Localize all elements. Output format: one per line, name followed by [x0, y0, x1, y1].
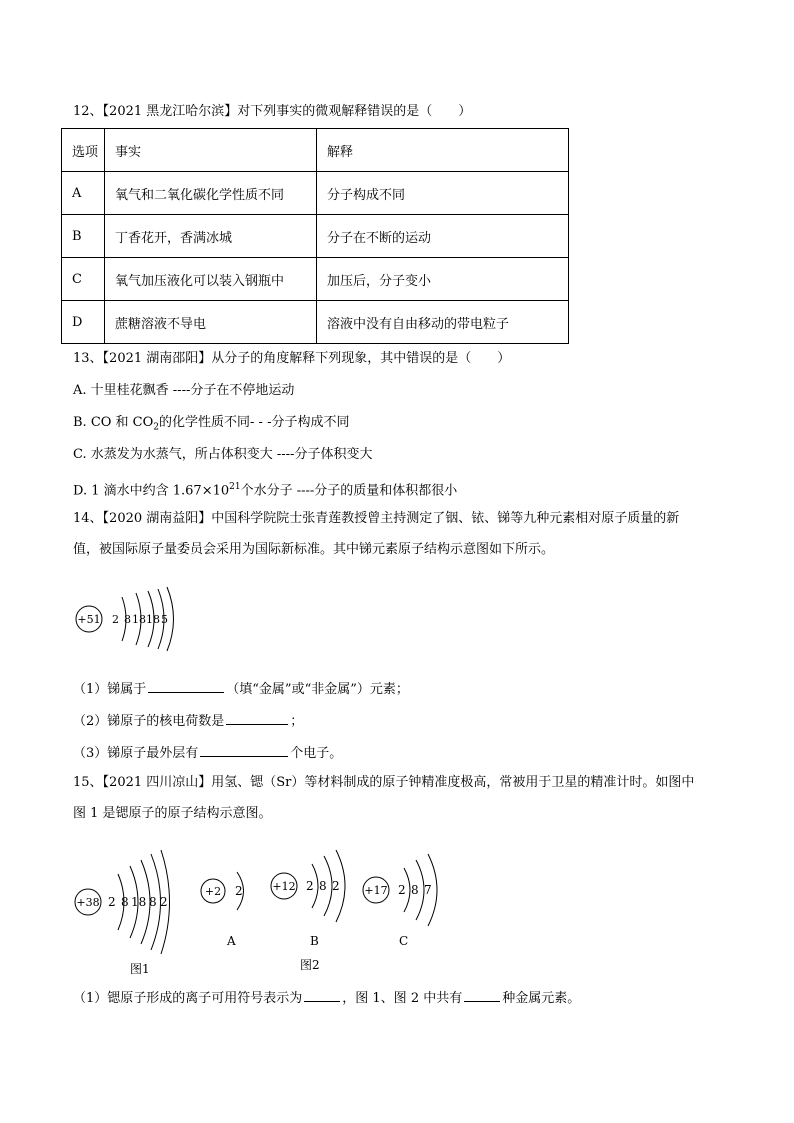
table-cell-explanation: 溶液中没有自由移动的带电粒子	[317, 301, 569, 344]
q14-stem-line2: 值，被国际原子量委员会采用为国际新标准。其中锑元素原子结构示意图如下所示。	[73, 542, 555, 557]
q15-sub1: （1）锶原子形成的离子可用符号表示为 ，图 1、图 2 中共有 种金属元素。	[73, 987, 580, 1008]
electron-count: 2	[332, 879, 340, 893]
nucleus-charge: +2	[204, 885, 222, 898]
figure-2-caption: 图2	[300, 958, 320, 972]
q13-stem: 13、【2021 湖南邵阳】从分子的角度解释下列现象，其中错误的是（ ）	[73, 351, 511, 366]
q15-stem-line2: 图 1 是锶原子的原子结构示意图。	[73, 806, 272, 821]
table-row	[62, 172, 569, 215]
table-cell-explanation: 加压后，分子变小	[317, 258, 569, 301]
nucleus-charge: +38	[76, 896, 100, 909]
answer-blank[interactable]	[148, 678, 224, 693]
electron-count: 8	[411, 883, 419, 897]
atom-a-label: A	[227, 934, 236, 948]
strontium-atom-diagram	[68, 846, 178, 956]
table-cell-fact: 氧气加压液化可以装入钢瓶中	[105, 258, 317, 301]
q12-table	[61, 128, 569, 344]
table-header: 解释	[317, 129, 569, 172]
nucleus-charge: +51	[77, 613, 101, 626]
q14-sub3: （3）锑原子最外层有 个电子。	[73, 742, 342, 763]
table-cell-fact: 丁香花开，香满冰城	[105, 215, 317, 258]
answer-blank[interactable]	[200, 742, 288, 757]
table-header: 事实	[105, 129, 317, 172]
electron-count: 2	[108, 895, 116, 909]
q13-option-d: D. 1 滴水中约含 $1.67\times 10^{21}$个水分子 ----分子的质量和体积都很小	[73, 482, 458, 499]
electron-count: 18	[131, 895, 147, 909]
atom-c-diagram	[360, 852, 450, 928]
answer-blank[interactable]	[304, 987, 340, 1002]
atom-b-label: B	[310, 934, 319, 948]
answer-blank[interactable]	[464, 987, 500, 1002]
table-cell-fact: 蔗糖溶液不导电	[105, 301, 317, 344]
atom-c-label: C	[399, 934, 409, 948]
electron-count: 18	[146, 613, 160, 626]
electron-count: 2	[235, 884, 243, 898]
table-cell-option: C	[62, 258, 105, 301]
electron-count: 2	[112, 613, 119, 626]
q14-stem: 14、【2020 湖南益阳】中国科学院院士张青莲教授曾主持测定了铟、铱、锑等九种元素相对原子质量的新	[73, 511, 680, 526]
table-row	[62, 215, 569, 258]
electron-count: 5	[161, 613, 168, 626]
electron-count: 8	[121, 895, 129, 909]
q14-sub1: （1）锑属于 （填“金属”或“非金属”）元素；	[73, 678, 409, 699]
electron-count: 18	[132, 613, 146, 626]
table-row	[62, 258, 569, 301]
electron-count: 8	[319, 879, 327, 893]
electron-count: 2	[160, 895, 168, 909]
q14-sub2: （2）锑原子的核电荷数是 ；	[73, 710, 303, 731]
table-cell-option: A	[62, 172, 105, 215]
q13-option-b: B. CO 和 $CO_2$的化学性质不同- - -分子构成不同	[73, 415, 350, 433]
q15-stem: 15、【2021 四川凉山】用氢、锶（Sr）等材料制成的原子钟精准度极高，常被用于卫星的精准计时。如图中	[73, 775, 695, 790]
nucleus-charge: +12	[272, 880, 296, 893]
table-cell-fact: 氧气和二氧化碳化学性质不同	[105, 172, 317, 215]
table-header: 选项	[62, 129, 105, 172]
q13-option-c: C. 水蒸发为水蒸气，所占体积变大 ----分子体积变大	[73, 447, 373, 462]
table-header-row	[62, 129, 569, 172]
atom-b-diagram	[268, 848, 358, 924]
q13-option-a: A. 十里桂花飘香 ----分子在不停地运动	[73, 383, 295, 398]
electron-count: 8	[124, 613, 131, 626]
table-cell-option: B	[62, 215, 105, 258]
table-cell-option: D	[62, 301, 105, 344]
table-row	[62, 301, 569, 344]
atom-a-diagram	[200, 866, 260, 916]
electron-count: 8	[149, 895, 157, 909]
electron-count: 7	[424, 883, 432, 897]
nucleus-charge: +17	[364, 884, 388, 897]
figure-1-caption: 图1	[130, 962, 150, 976]
electron-count: 2	[306, 879, 314, 893]
table-cell-explanation: 分子在不断的运动	[317, 215, 569, 258]
answer-blank[interactable]	[226, 710, 288, 725]
table-cell-explanation: 分子构成不同	[317, 172, 569, 215]
electron-count: 2	[398, 883, 406, 897]
antimony-atom-diagram	[70, 585, 200, 655]
q12-stem: 12、【2021 黑龙江哈尔滨】对下列事实的微观解释错误的是（ ）	[73, 104, 472, 119]
